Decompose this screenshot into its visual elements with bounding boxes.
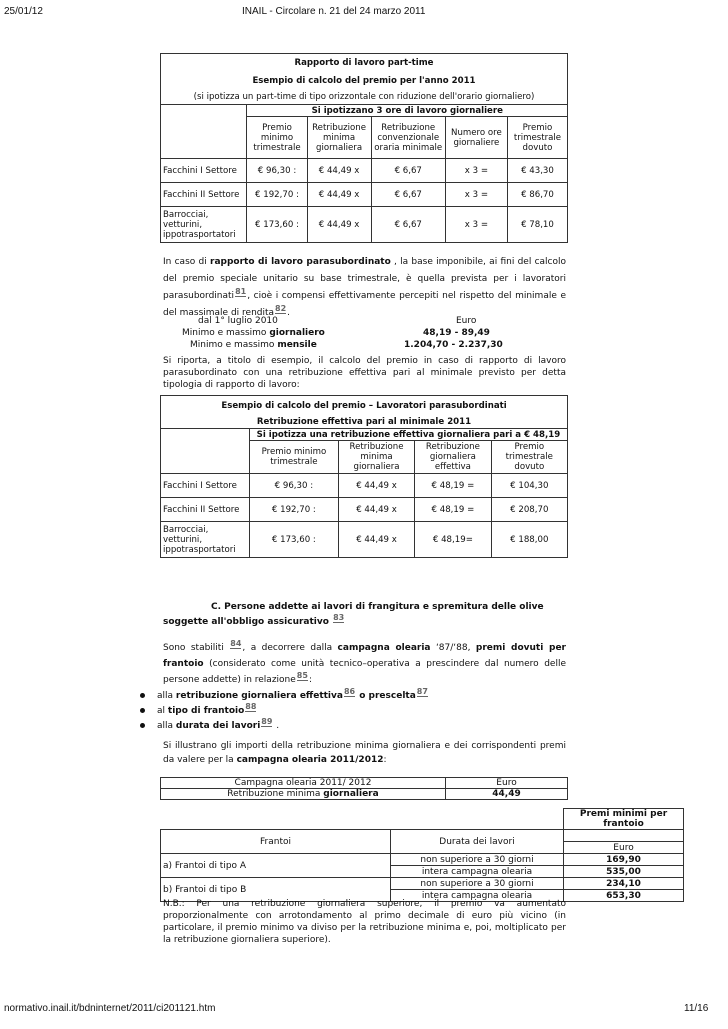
table-row (161, 183, 568, 207)
cell: € 104,30 (491, 474, 567, 498)
parasubordinate-paragraph (163, 254, 566, 322)
row-label: Facchini II Settore (161, 183, 247, 207)
bold-text: campagna olearia 2011/2012 (236, 755, 384, 765)
table-row (161, 854, 684, 866)
minmax-monthly-value: 1.204,70 - 2.237,30 (404, 340, 503, 350)
bold-text: premi dovuti per frantoio (163, 643, 566, 669)
table-row (161, 498, 568, 522)
bold-text: retribuzione giornaliera effettiva (175, 691, 343, 701)
table-row (161, 474, 568, 498)
minmax-head-euro: Euro (456, 316, 477, 326)
cell: € 188,00 (491, 522, 567, 558)
cell: € 192,70 : (247, 183, 307, 207)
frantoio-tipo: a) Frantoi di tipo A (161, 854, 391, 878)
campagna-euro: Euro (446, 778, 568, 789)
table2-subtitle: Retribuzione effettiva pari al minimale 2011 (161, 416, 568, 429)
t2-header-premio-minimo: Premio minimo trimestrale (249, 441, 338, 474)
table1-title: Rapporto di lavoro part-time (161, 54, 568, 73)
text: In caso di (163, 257, 210, 267)
text: ‘87/‘88, (430, 643, 476, 653)
text: . (273, 721, 280, 731)
cell: € 44,49 x (307, 207, 371, 243)
cell: € 48,19 = (415, 498, 491, 522)
cell: € 48,19= (415, 522, 491, 558)
cell: € 6,67 (371, 159, 445, 183)
row-label: Barrocciai, vetturini, ippotrasportatori (161, 207, 247, 243)
bold-text: tipo di frantoio (167, 706, 245, 716)
footnote-link[interactable]: 89 (261, 717, 273, 726)
parasubordinate-premium-table (160, 395, 568, 558)
bold-text: rapporto di lavoro parasubordinato (210, 257, 391, 267)
cell: x 3 = (445, 159, 507, 183)
t2-header-retribuzione-minima: Retribuzione minima giornaliera (338, 441, 414, 474)
page-title: INAIL - Circolare n. 21 del 24 marzo 2011 (242, 6, 426, 17)
table-row (161, 878, 684, 890)
nb-paragraph: N.B.: Per una retribuzione giornaliera superiore, il premio va aumentato proporzionalmente con arrotondamento al primo decimale di euro più vicino (in particolare, il premio minimo va diviso per la retribuzione minima e, poi, moltiplicato per la retribuzione giornaliera superiore). (163, 899, 566, 945)
minmax-head-period: dal 1° luglio 2010 (198, 316, 278, 326)
text: al (157, 706, 168, 716)
frantoio-tipo: b) Frantoi di tipo B (161, 878, 391, 902)
t1-header-premio-dovuto: Premio trimestrale dovuto (507, 117, 567, 159)
durata: non superiore a 30 giorni (391, 878, 564, 890)
t1-header-retribuzione-oraria: Retribuzione convenzionale oraria minimale (371, 117, 445, 159)
euro-header: Euro (564, 842, 684, 854)
list-item (140, 718, 279, 733)
footnote-link[interactable]: 86 (343, 687, 356, 696)
table1-note: (si ipotizza un part-time di tipo orizzontale con riduzione dell'orario giornaliero) (161, 90, 568, 105)
section-c-subtitle (163, 614, 345, 627)
bold-text: mensile (277, 340, 317, 350)
t2-header-retribuzione-effettiva: Retribuzione giornaliera effettiva (415, 441, 491, 474)
text: : (383, 755, 387, 765)
footnote-link[interactable]: 83 (333, 613, 345, 622)
footnote-link[interactable]: 85 (296, 671, 308, 680)
text: Sono stabiliti (163, 643, 230, 653)
minmax-daily-label (182, 328, 325, 338)
footnote-link[interactable]: 82 (275, 304, 287, 313)
table1-subtitle: Esempio di calcolo del premio per l'anno 2011 (161, 72, 568, 90)
text: , cioè i compensi effettivamente percepiti nel rispetto del minimale e del massimale di rendita (163, 291, 566, 318)
bold-text: soggette all'obbligo assicurativo (163, 617, 329, 627)
durata: non superiore a 30 giorni (391, 854, 564, 866)
premi-frantoio-table (160, 808, 684, 902)
cell: € 6,67 (371, 207, 445, 243)
text: , la base imponibile, ai fini del calcolo del premio speciale unitario su base trimestrale, è quella prevista per i lavoratori parasubordinati (163, 257, 566, 301)
cell: € 6,67 (371, 183, 445, 207)
table2-hypothesis: Si ipotizza una retribuzione effettiva giornaliera pari a € 48,19 (249, 429, 567, 441)
cell: € 48,19 = (415, 474, 491, 498)
premi-frantoio-paragraph (163, 640, 566, 688)
cell: € 96,30 : (249, 474, 338, 498)
campagna-label: Campagna olearia 2011/ 2012 (161, 778, 446, 789)
list-item (140, 703, 257, 718)
row-label: Facchini II Settore (161, 498, 250, 522)
cell: € 43,30 (507, 159, 567, 183)
footer-url[interactable]: normativo.inail.it/bdninternet/2011/ci201121.htm (4, 1003, 216, 1014)
print-date: 25/01/12 (4, 6, 43, 17)
t1-header-numero-ore: Numero ore giornaliere (445, 117, 507, 159)
bullet-icon (140, 708, 145, 713)
minmax-monthly-label (190, 340, 317, 350)
durata: intera campagna olearia (391, 890, 564, 902)
bold-text: giornaliero (269, 328, 325, 338)
premio: 234,10 (564, 878, 684, 890)
text: (considerato come unità tecnico–operativa a prescindere dal numero delle persone addette) in relazione (163, 659, 566, 685)
cell: € 44,49 x (338, 522, 414, 558)
premio: 653,30 (564, 890, 684, 902)
minmax-daily-value: 48,19 - 89,49 (423, 328, 490, 338)
durata: intera campagna olearia (391, 866, 564, 878)
text: alla (157, 721, 176, 731)
table1-hypothesis: Si ipotizzano 3 ore di lavoro giornaliere (247, 105, 568, 117)
page-number: 11/16 (684, 1003, 709, 1014)
part-time-premium-table (160, 53, 568, 243)
bold-text: o prescelta (356, 691, 416, 701)
retribuzione-label (161, 789, 446, 800)
table-row (161, 207, 568, 243)
importi-paragraph (163, 739, 566, 767)
cell: € 86,70 (507, 183, 567, 207)
t1-header-retribuzione-minima: Retribuzione minima giornaliera (307, 117, 371, 159)
cell: € 208,70 (491, 498, 567, 522)
cell: € 44,49 x (307, 159, 371, 183)
text: alla (157, 691, 176, 701)
bullet-icon (140, 693, 145, 698)
text: : (308, 675, 312, 685)
row-label: Barrocciai, vetturini, ippotrasportatori (161, 522, 250, 558)
cell: € 44,49 x (307, 183, 371, 207)
table2-title: Esempio di calcolo del premio – Lavoratori parasubordinati (161, 396, 568, 417)
cell: € 173,60 : (247, 207, 307, 243)
bold-text: durata dei lavori (175, 721, 261, 731)
table-row (161, 522, 568, 558)
premio: 169,90 (564, 854, 684, 866)
frantoi-header: Frantoi (161, 830, 391, 854)
bullet-icon (140, 723, 145, 728)
bold-text: campagna olearia (337, 643, 431, 653)
t2-header-premio-dovuto: Premio trimestrale dovuto (491, 441, 567, 474)
retribuzione-value: 44,49 (446, 789, 568, 800)
list-item (140, 688, 429, 703)
footnote-link[interactable]: 87 (416, 687, 428, 696)
text: , a decorrere dalla (242, 643, 338, 653)
cell: € 44,49 x (338, 498, 414, 522)
cell: € 192,70 : (249, 498, 338, 522)
cell: € 173,60 : (249, 522, 338, 558)
row-label: Facchini I Settore (161, 474, 250, 498)
table-row (161, 159, 568, 183)
text: Si illustrano gli importi della retribuzione minima giornaliera e dei corrispondenti premi da valere per la (163, 741, 566, 765)
row-label: Facchini I Settore (161, 159, 247, 183)
example-paragraph: Si riporta, a titolo di esempio, il calcolo del premio in caso di rapporto di lavoro parasubordinato con una retribuzione effettiva pari al minimale previsto per detta tipologia di rapporto di lavoro: (163, 356, 566, 390)
campagna-olearia-table (160, 777, 568, 800)
cell: x 3 = (445, 207, 507, 243)
text: Minimo e massimo (190, 340, 278, 350)
t1-header-premio-minimo: Premio minimo trimestrale (247, 117, 307, 159)
footnote-link[interactable]: 84 (230, 639, 242, 648)
footnote-link[interactable]: 81 (235, 287, 247, 296)
cell: x 3 = (445, 183, 507, 207)
text: . (287, 308, 291, 318)
premi-minimi-header: Premi minimi per frantoio (564, 809, 684, 830)
text: Retribuzione minima (227, 789, 324, 799)
durata-header: Durata dei lavori (391, 830, 564, 854)
cell: € 96,30 : (247, 159, 307, 183)
bold-text: giornaliera (323, 789, 379, 799)
section-c-title: C. Persone addette ai lavori di frangitura e spremitura delle olive (211, 602, 544, 612)
text: Minimo e massimo (182, 328, 270, 338)
premio: 535,00 (564, 866, 684, 878)
cell: € 78,10 (507, 207, 567, 243)
footnote-link[interactable]: 88 (245, 702, 257, 711)
cell: € 44,49 x (338, 474, 414, 498)
